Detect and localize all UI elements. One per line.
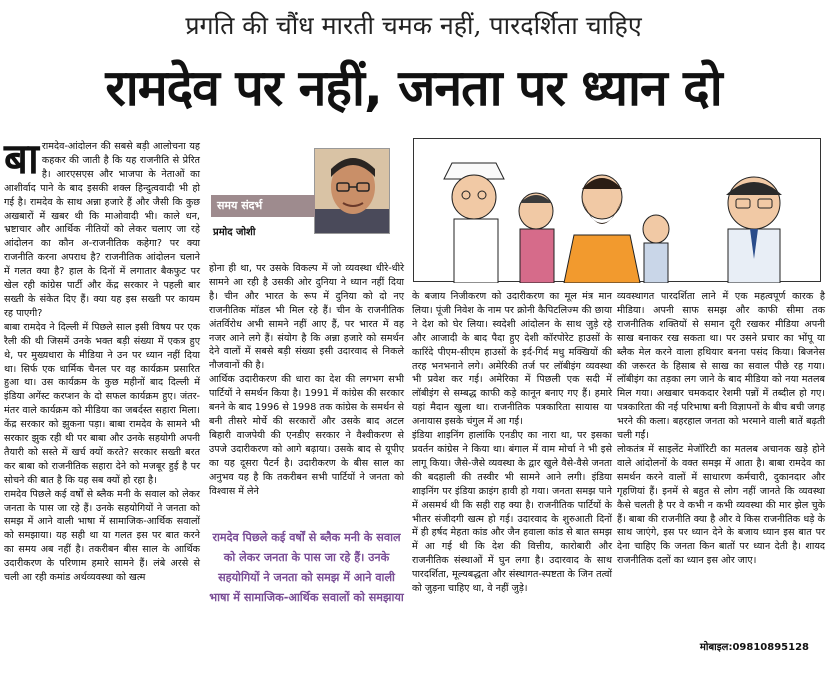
cartoon-figure-saffron — [564, 175, 640, 283]
column-1 — [4, 134, 200, 585]
cartoon-figure-mid — [643, 215, 669, 283]
column-2 — [209, 262, 404, 498]
pull-quote: रामदेव पिछले कई वर्षों से ब्लैक मनी के सवाल को लेकर जनता के पास जा रहे हैं। उनके सहयोगियों ने जनता को समझ में आने वाली भाषा में सामाजिक-आर्थिक सवालों को समझाया — [209, 531, 404, 604]
col2-para-1: होना ही था, पर उसके विकल्प में जो व्यवस्था धीरे-धीरे सामने आ रही है उसकी ओर दुनिया ने ध्यान नहीं दिया है। चीन और भारत के रूप में दुनिया को दो नए राजनीतिक मॉडल भी मिल रहे हैं। चीन के राजनीतिक अंतर्विरोध अभी सामने नहीं आए हैं, पर भारत में वह नजर आने लगे हैं। संयोग है कि अन्ना हजारे को समर्थन देने वालों में सबसे बड़ी संख्या इसी उदारवाद से निकले नौजवानों की है। — [209, 263, 404, 372]
kicker: प्रगति की चौंध मारती चमक नहीं, पारदर्शिता चाहिए — [185, 11, 642, 40]
author-name: प्रमोद जोशी — [213, 227, 256, 238]
col1-para-1 — [4, 134, 200, 321]
cartoon-illustration — [413, 138, 821, 282]
col4-para-1: व्यवस्थागत पारदर्शिता लाने में एक महत्वपूर्ण कारक है मीडिया। अपनी साफ समझ और काफी सीमा तक राजनीतिक शक्तियों से समान दूरी रखकर मीडिया अपनी साख बनाकर रख सकता था। पर उसने प्रचार का भोंपू या ब्लैक मेल करने वाला हथियार बनना पसंद किया। बिजनेस की जरूरत के हिसाब से साख का सवाल पीछे रह गया। लॉबीइंग का तड़का लग जाने के बाद मीडिया को नया मतलब मिल गया। अखबार चमकदार रेशमी पन्नों में तब्दील हो गए। पत्रकारिता की नई परिभाषा बनी विज्ञापनों के बीच बची जगह भरने की कला। बहरहाल जनता को भरमाने वाली बातें बढ़ती चली गईं। — [617, 291, 825, 442]
author-photo-illustration — [315, 149, 390, 234]
column-3 — [412, 290, 612, 596]
column-label: समय संदर्भ — [211, 195, 315, 217]
col2-para-2: आर्थिक उदारीकरण की धारा का देश की लगभग सभी पार्टियों ने समर्थन किया है। 1991 में कांग्रेस की सरकार बनने के बाद 1996 से 1998 तक कांग्रेस के समर्थन से बनी तीसरे मोर्चे की सरकारों और उसके बाद अटल बिहारी वाजपेयी की एनडीए सरकार ने वैश्वीकरण से उपजे उदारीकरण को आगे बढ़ाया। उसके बाद से यूपीए का यह दूसरा पैटर्न है। उदारीकरण के बीस साल का अनुभव यह है कि तकरीबन सभी पार्टियों ने जनता को विश्वास में लेने — [209, 374, 404, 497]
column-4 — [617, 290, 825, 568]
cartoon-figure-small — [519, 193, 554, 283]
col1-para-3: रामदेव पिछले कई वर्षों से ब्लैक मनी के सवाल को लेकर जनता के पास जा रहे हैं। उनके सहयोगियों ने जनता को समझ में आने वाली भाषा में सामाजिक-आर्थिक सवालों को समझाया। यह सही था या गलत इस पर बात करने का समय अब नहीं है। तकरीबन बीस साल के आर्थिक उदारीकरण के परिणाम हमारे सामने हैं। लंबे अरसे से चली आ रही कमांड अर्थव्यवस्था को खत्म — [4, 488, 200, 584]
dropcap: बा — [4, 134, 39, 183]
cartoon-drawing — [414, 139, 822, 283]
col3-para-2: इंडिया शाइनिंग हालांकि एनडीए का नारा था, पर इसका प्रवर्तन कांग्रेस ने किया था। बंगाल में वाम मोर्चा ने भी इसे लागू किया। जैसे-जैसे व्यवस्था के द्वार खुले वैसे-वैसे जनता की बदहाली की तस्वीर भी सामने आने लगी। इंडिया शाइनिंग पर इंडिया क्राइंग हावी हो गया। जनता समझ पाने में असमर्थ थी कि सही राह क्या है। राजनीतिक पार्टियों के भीतर संजीदगी खत्म हो गई। उदारवाद के शुरुआती दिनों में ही हर्षद मेहता कांड और जैन हवाला कांड से बात समझ में आ गई थी कि देश की वित्तीय, कारोबारी और राजनीतिक संस्थाओं में घुन लगा है। उदारवाद के साथ पारदर्शिता, मूल्यबद्धता और संस्थागत-स्पष्टता के जिन तत्वों को जुड़ना चाहिए था, वे नहीं जुड़े। — [412, 430, 612, 595]
mobile-number: मोबाइल:09810895128 — [699, 642, 809, 653]
headline: रामदेव पर नहीं, जनता पर ध्यान दो — [105, 59, 722, 117]
author-photo — [314, 148, 390, 234]
col1-para-2: बाबा रामदेव ने दिल्ली में पिछले साल इसी विषय पर एक रैली की थी जिसमें उनके भक्त बड़ी संख्या में एकत्र हुए थे, पर मुख्यधारा के मीडिया ने उन पर ध्यान नहीं दिया था। सिर्फ एक धार्मिक चैनल पर वह कार्यक्रम प्रसारित हुआ था। उस कार्यक्रम के कुछ महीनों बाद दिल्ली में इंडिया अगेंस्ट करप्शन के दो सफल कार्यक्रम हुए। जंतर-मंतर वाले कार्यक्रम को मीडिया का जबर्दस्त सहारा मिला। केंद्र सरकार को झुकना पड़ा। बाबा रामदेव के सामने भी सरकार झुक रही थी पर बाबा और उनके सहयोगी अपनी तैयारी को सस्ते में खर्च क्यों करते? सरकार सख्ती बरत कर बाबा को राजनीतिक सहारा देने को मजबूर हुई है पर सोचने की बात है कि यह सब क्यों हो रहा है। — [4, 321, 200, 486]
col1-para-1-text: रामदेव-आंदोलन की सबसे बड़ी आलोचना यह कहकर की जाती है कि यह राजनीति से प्रेरित है। आरएसएस और भाजपा के नेताओं का आशीर्वाद पाने के बाद इसकी शक्ल हिन्दुत्ववादी भी हो गई है। रामदेव के साथ अन्ना हजारे हैं और जैसी कि कुछ अखबारों में खबर थी कि माओवादी भी। काले धन, भ्रष्टाचार और आर्थिक नीतियों को लेकर चलाए जा रहे आंदोलन का कौन अ-राजनीतिक कहेगा? पर क्या राजनीति करना अपराध है? राजनीतिक आंदोलन चलाने में गलत क्या है? हाल के दिनों में लगातार बैकफुट पर खेल रही कांग्रेस पार्टी और केंद्र सरकार ने पहली बार सख्ती के संकेत दिए हैं। क्या यह इस सख्ती पर कायम रह पाएगी? — [4, 141, 200, 319]
col3-para-1: के बजाय निजीकरण को उदारीकरण का मूल मंत्र मान लिया। पूंजी निवेश के नाम पर क्रोनी कैपिटलिज्म की छाया ने देश को घेर लिया। स्वदेशी आंदोलन के साथ जुड़े रहे और आजादी के बाद पैदा हुए देशी कॉरपोरेट हाउसों के कारिंदे पीएम-सीएम हाउसों के इर्द-गिर्द मधु मक्खियों की तरह भनभनाने लगे। अमेरिकी तर्ज पर लॉबीइंग व्यवस्था भी प्रवेश कर गई। अमेरिका में पिछली एक सदी में लॉबीइंग से सम्बद्ध काफी कड़े कानून बनाए गए हैं। हमारे यहां मैदान खुला था। राजनीतिक पत्रकारिता सायास या अनायास इसके चंगुल में आ गई। — [412, 291, 612, 428]
cartoon-figure-cap — [444, 163, 504, 283]
col4-para-2: लोकतंत्र में साइलेंट मेजॉरिटी का मतलब अचानक खड़े होने वाले आंदोलनों के वक्त समझ में आता है। बाबा रामदेव का समर्थन करने वालों में साधारण कर्मचारी, दुकानदार और गृहणियां हैं। इनमें से बहुत से लोग नहीं जानते कि व्यवस्था कैसे चलती है पर वे कभी न कभी व्यवस्था की मार झेल चुके हैं। बाबा की राजनीति क्या है और वे किस राजनीतिक धड़े के साथ जाएंगे, इस पर ध्यान देने के बजाय ध्यान इस बात पर देना चाहिए कि जनता किन बातों पर ध्यान देती है। शायद राजनीतिक दलों का ध्यान इस ओर जाए। — [617, 443, 825, 567]
cartoon-figure-right — [726, 177, 782, 283]
